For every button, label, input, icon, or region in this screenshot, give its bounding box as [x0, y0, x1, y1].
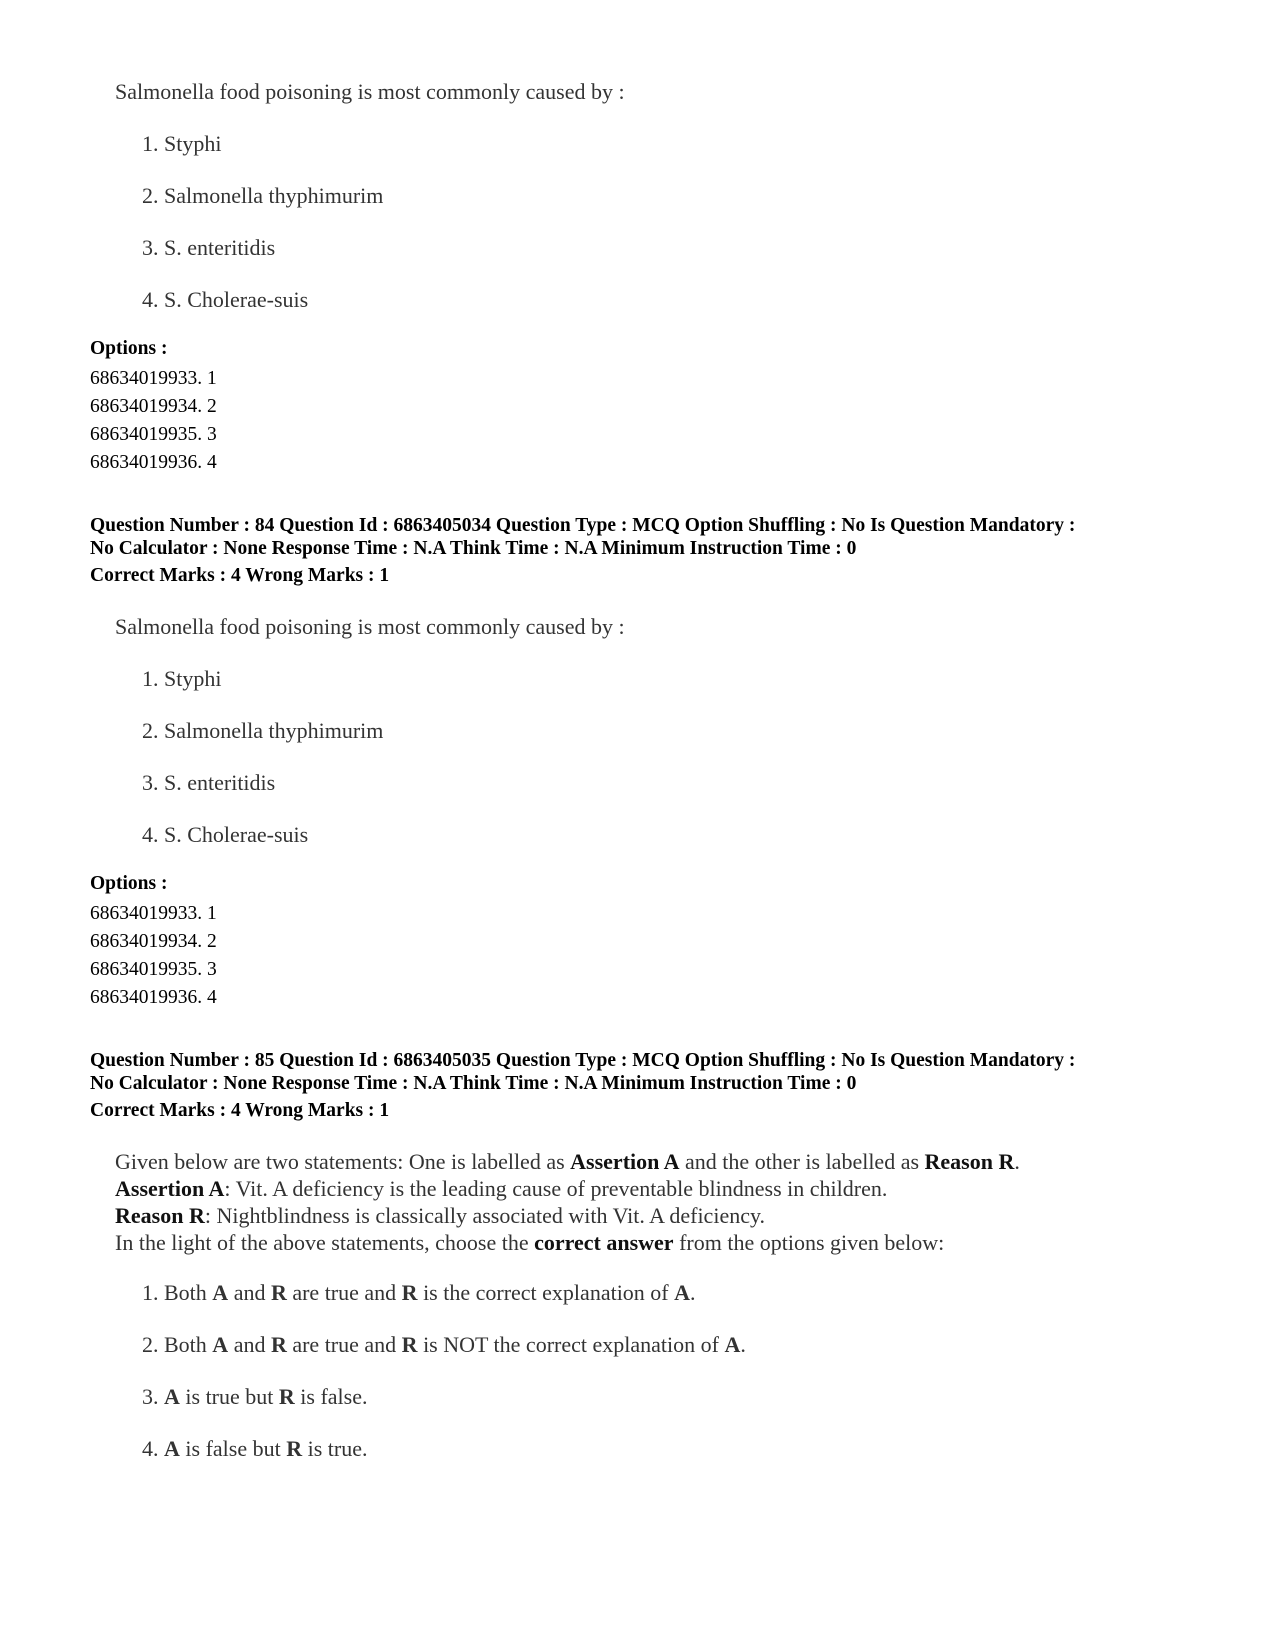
q83-stem: Salmonella food poisoning is most commonly caused by :	[115, 79, 625, 104]
q83-options-label: Options :	[90, 338, 168, 359]
q84-header-line-1: Question Number : 84 Question Id : 6863405034 Question Type : MCQ Option Shuffling : No Is Question Mandatory :	[90, 515, 1076, 536]
q85-stem	[115, 1148, 1020, 1256]
q84-option-1: 68634019933. 1	[90, 903, 217, 924]
q83-option-4: 68634019936. 4	[90, 452, 217, 473]
q85-marks: Correct Marks : 4 Wrong Marks : 1	[90, 1100, 390, 1121]
q85-header-line-2: No Calculator : None Response Time : N.A Think Time : N.A Minimum Instruction Time : 0	[90, 1073, 857, 1094]
q84-option-2: 68634019934. 2	[90, 931, 217, 952]
q85-choice-2: 2. Both A and R are true and R is NOT the correct explanation of A.	[142, 1332, 746, 1357]
q83-choice-4: 4. S. Cholerae-suis	[142, 287, 309, 312]
q83-option-1: 68634019933. 1	[90, 368, 217, 389]
q83-options-list	[90, 365, 217, 477]
q85-choice-1: 1. Both A and R are true and R is the correct explanation of A.	[142, 1280, 696, 1305]
q84-options-label: Options :	[90, 873, 168, 894]
q85-assertion: Assertion A: Vit. A deficiency is the leading cause of preventable blindness in children.	[115, 1176, 888, 1201]
q84-marks: Correct Marks : 4 Wrong Marks : 1	[90, 565, 390, 586]
q84-option-4: 68634019936. 4	[90, 987, 217, 1008]
q84-options-list	[90, 900, 217, 1012]
q84-choice-3: 3. S. enteritidis	[142, 770, 276, 795]
q85-stem-line-1: Given below are two statements: One is labelled as Assertion A and the other is labelled as Reason R.	[115, 1149, 1020, 1174]
q83-choice-2: 2. Salmonella thyphimurim	[142, 183, 384, 208]
q83-choice-3: 3. S. enteritidis	[142, 235, 276, 260]
q83-option-2: 68634019934. 2	[90, 396, 217, 417]
q85-header	[90, 1049, 1075, 1095]
q85-reason: Reason R: Nightblindness is classically associated with Vit. A deficiency.	[115, 1203, 766, 1228]
q85-choice-3: 3. A is true but R is false.	[142, 1384, 368, 1409]
q84-header-line-2: No Calculator : None Response Time : N.A Think Time : N.A Minimum Instruction Time : 0	[90, 538, 857, 559]
q84-choice-1: 1. Styphi	[142, 666, 222, 691]
q85-header-line-1: Question Number : 85 Question Id : 6863405035 Question Type : MCQ Option Shuffling : No Is Question Mandatory :	[90, 1050, 1076, 1071]
q84-option-3: 68634019935. 3	[90, 959, 217, 980]
q85-instruction: In the light of the above statements, choose the correct answer from the options given below:	[115, 1230, 945, 1255]
q84-header	[90, 514, 1075, 560]
q83-option-3: 68634019935. 3	[90, 424, 217, 445]
q85-choice-4: 4. A is false but R is true.	[142, 1436, 368, 1461]
q83-choice-1: 1. Styphi	[142, 131, 222, 156]
q84-choice-2: 2. Salmonella thyphimurim	[142, 718, 384, 743]
q84-stem: Salmonella food poisoning is most commonly caused by :	[115, 614, 625, 639]
q84-choice-4: 4. S. Cholerae-suis	[142, 822, 309, 847]
